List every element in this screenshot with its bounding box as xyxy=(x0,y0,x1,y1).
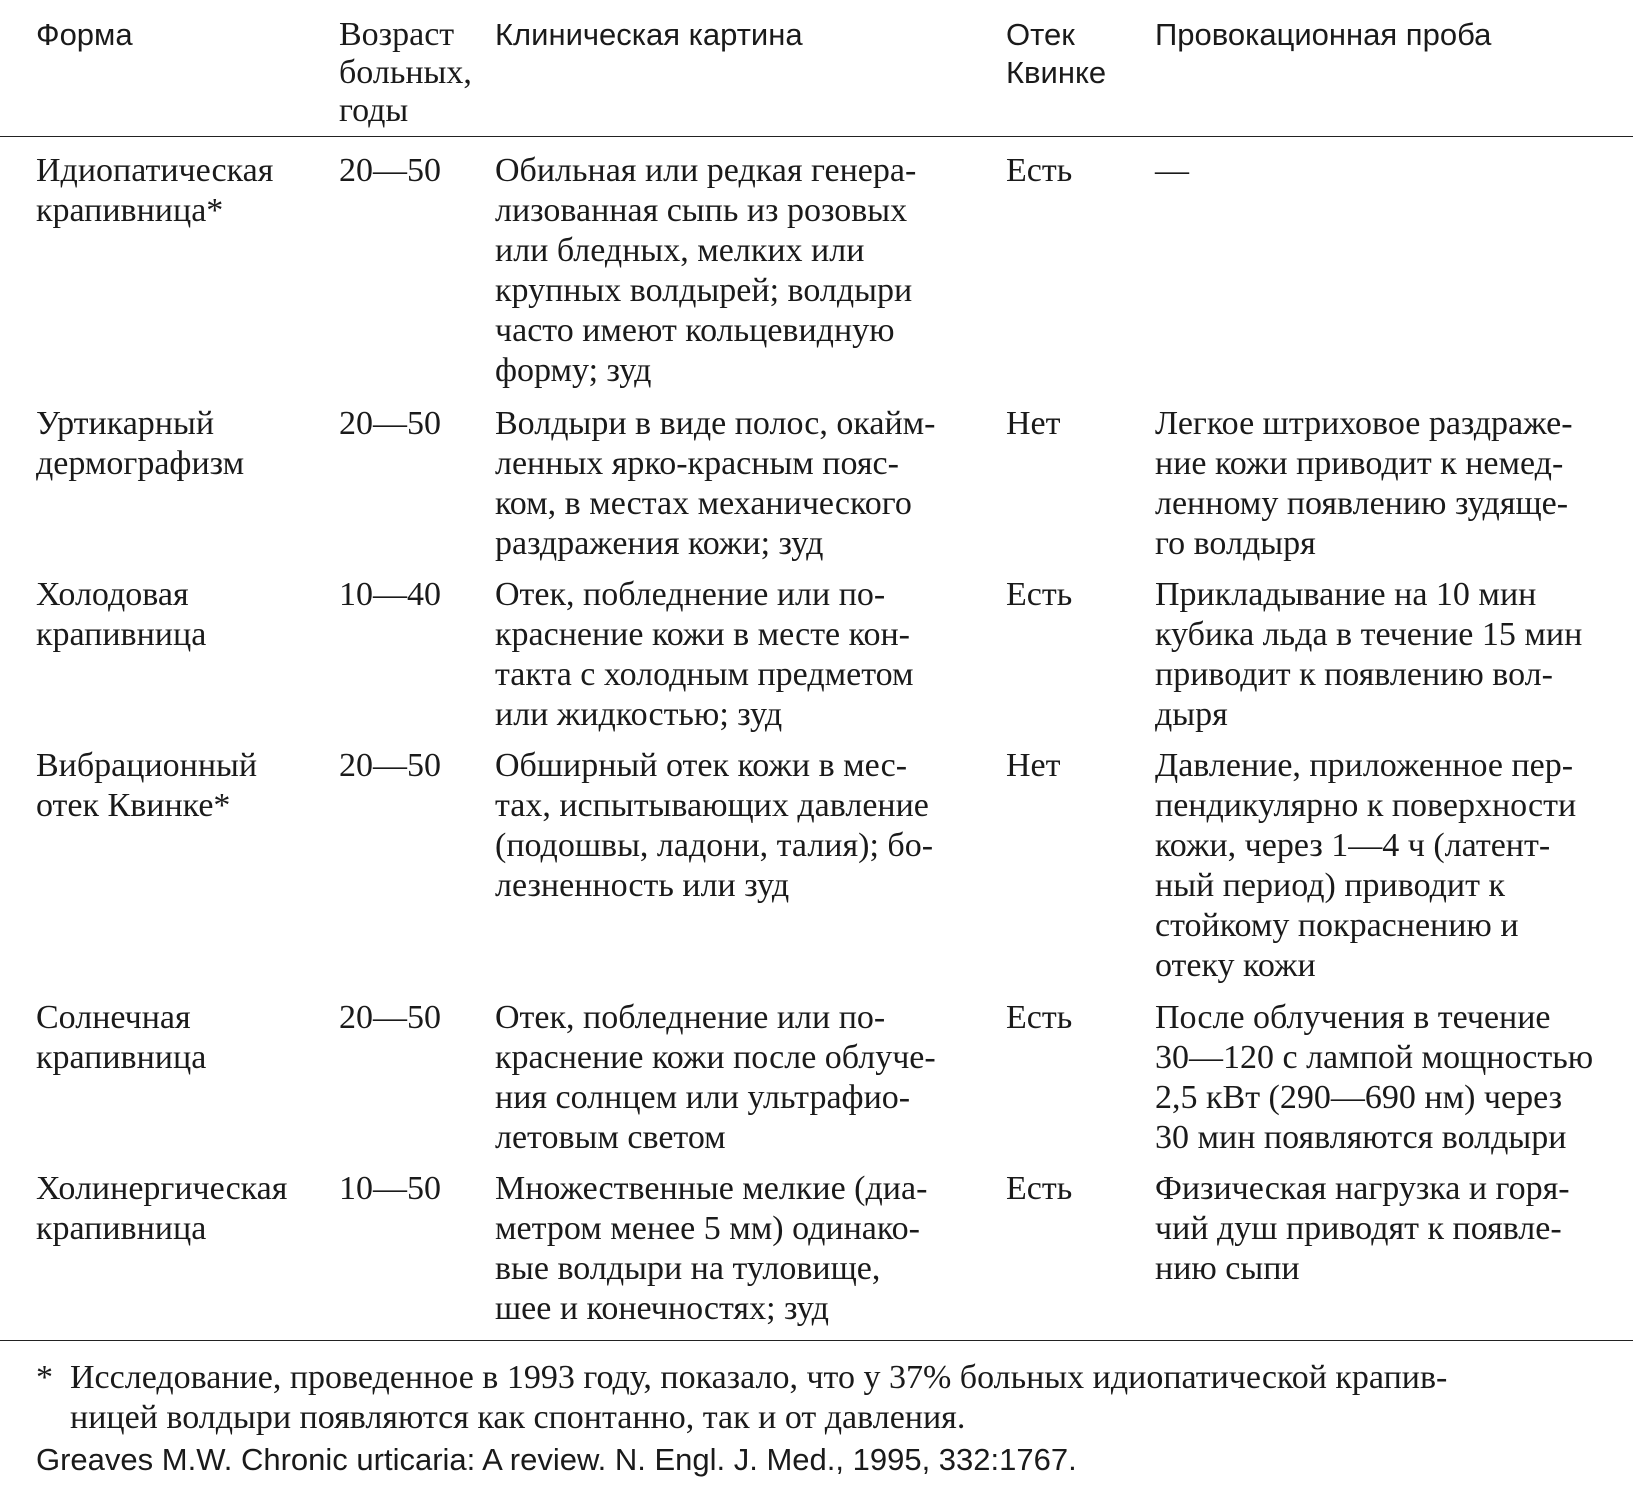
source-citation: Greaves M.W. Chronic urticaria: A review. N. Engl. J. Med., 1995, 332:1767. xyxy=(36,1442,1077,1477)
cell-clinical: Множественные мелкие (диа- метром менее 5 мм) одинако- вые волдыри на туловище, шее и конечностях; зуд xyxy=(495,1170,928,1327)
header-rule xyxy=(0,136,1633,137)
cell-quincke: Есть xyxy=(1006,1170,1073,1207)
cell-age: 20—50 xyxy=(339,405,441,442)
cell-form: Холодовая крапивница xyxy=(36,576,207,653)
cell-form: Солнечная крапивница xyxy=(36,999,207,1076)
header-provocation: Провокационная проба xyxy=(1155,17,1492,52)
cell-clinical: Отек, побледнение или по- краснение кожи после облуче- ния солнцем или ультрафио- летовым светом xyxy=(495,999,936,1156)
cell-quincke: Есть xyxy=(1006,999,1073,1036)
cell-quincke: Есть xyxy=(1006,152,1073,189)
footnote-marker: * xyxy=(36,1359,53,1396)
cell-age: 20—50 xyxy=(339,999,441,1036)
cell-age: 10—50 xyxy=(339,1170,441,1207)
cell-age: 20—50 xyxy=(339,747,441,784)
cell-form: Вибрационный отек Квинке* xyxy=(36,747,258,824)
header-clinical: Клиническая картина xyxy=(495,17,803,52)
cell-provocation: Физическая нагрузка и горя- чий душ приводят к появле- нию сыпи xyxy=(1155,1170,1570,1287)
cell-quincke: Нет xyxy=(1006,747,1061,784)
cell-provocation: После облучения в течение 30—120 с лампой мощностью 2,5 кВт (290—690 нм) через 30 мин появляются волдыри xyxy=(1155,999,1594,1156)
cell-provocation: Прикладывание на 10 мин кубика льда в течение 15 мин приводит к появлению вол- дыря xyxy=(1155,576,1583,733)
header-form: Форма xyxy=(36,17,133,52)
cell-provocation: Давление, приложенное пер- пендикулярно к поверхности кожи, через 1—4 ч (латент- ный период) приводит к стойкому покраснению и отеку кожи xyxy=(1155,747,1577,984)
cell-clinical: Отек, побледнение или по- краснение кожи в месте кон- такта с холодным предметом или жидкостью; зуд xyxy=(495,576,914,733)
cell-quincke: Нет xyxy=(1006,405,1061,442)
cell-provocation: Легкое штриховое раздраже- ние кожи приводит к немед- ленному появлению зудяще- го волдыря xyxy=(1155,405,1573,562)
cell-age: 20—50 xyxy=(339,152,441,189)
cell-form: Холинергическая крапивница xyxy=(36,1170,288,1247)
cell-form: Идиопатическая крапивница* xyxy=(36,152,274,229)
cell-quincke: Есть xyxy=(1006,576,1073,613)
cell-age: 10—40 xyxy=(339,576,441,613)
header-age: Возраст больных, годы xyxy=(339,16,472,129)
cell-form: Уртикарный дермографизм xyxy=(36,405,245,482)
cell-clinical: Обильная или редкая генера- лизованная сыпь из розовых или бледных, мелких или крупных волдырей; волдыри часто имеют кольцевидную форму; зуд xyxy=(495,152,917,389)
cell-clinical: Волдыри в виде полос, окайм- ленных ярко-красным пояс- ком, в местах механического раздражения кожи; зуд xyxy=(495,405,936,562)
cell-provocation: — xyxy=(1155,152,1189,189)
cell-clinical: Обширный отек кожи в мес- тах, испытывающих давление (подошвы, ладони, талия); бо- лезненность или зуд xyxy=(495,747,934,904)
table-bottom-rule xyxy=(0,1340,1633,1341)
header-quincke: Отек Квинке xyxy=(1006,17,1107,90)
footnote-text: Исследование, проведенное в 1993 году, показало, что у 37% больных идиопатической крапив- ницей волдыри появляются как спонтанно, так и от давления. xyxy=(70,1359,1448,1436)
